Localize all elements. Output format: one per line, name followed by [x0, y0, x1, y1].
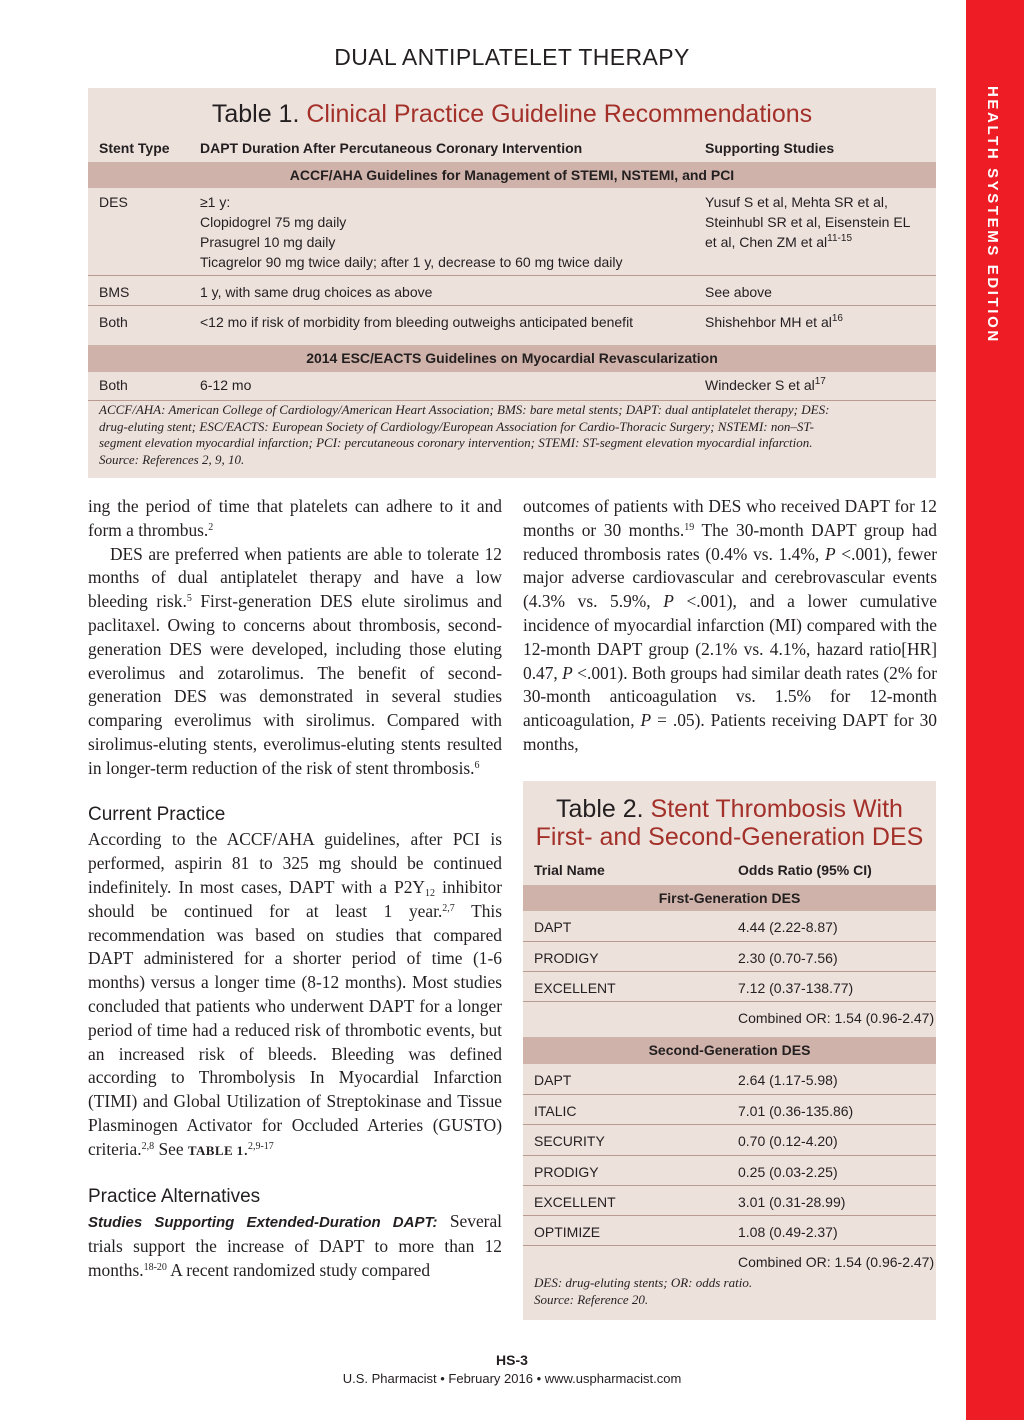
- text: According to the ACCF/AHA guidelines, after PCI is performed, aspirin 81 to 325 mg should be continued indefinitely. In most cases, DAPT with a P2Y: [88, 829, 502, 897]
- reference-superscript: 2,8: [141, 1140, 155, 1152]
- stent-type-cell: BMS: [99, 284, 130, 300]
- text: See: [154, 1138, 188, 1159]
- reference-superscript: 16: [831, 313, 843, 324]
- duration-cell: 1 y, with same drug choices as above: [200, 284, 433, 300]
- table-row: [523, 1155, 936, 1186]
- paragraph: [523, 495, 937, 757]
- text: .: [243, 1138, 248, 1159]
- table-row: [88, 275, 936, 306]
- edition-label: HEALTH SYSTEMS EDITION: [984, 86, 1001, 344]
- table-1-reference: TABLE 1: [187, 1142, 244, 1158]
- trial-name-cell: SECURITY: [534, 1133, 605, 1150]
- duration-cell: 6-12 mo: [200, 377, 252, 393]
- table-2: [523, 781, 936, 1320]
- trial-name-cell: DAPT: [534, 1072, 572, 1088]
- table-row: [88, 372, 936, 401]
- text: = .05). Patients receiving DAPT for 30 months,: [523, 710, 938, 754]
- left-text-column: [88, 495, 502, 1283]
- odds-ratio-cell: 1.08 (0.49-2.37): [738, 1224, 838, 1240]
- footnote-line: DES: drug-eluting stents; OR: odds ratio.: [534, 1275, 753, 1290]
- duration-line: ≥1 y:: [200, 194, 231, 210]
- table-2-number: Table 2.: [556, 795, 651, 823]
- section-band-accf-aha: ACCF/AHA Guidelines for Management of STEMI, NSTEMI, and PCI: [88, 162, 936, 188]
- column-header-trial-name: Trial Name: [534, 862, 605, 878]
- trial-name-cell: DAPT: [534, 919, 572, 935]
- odds-ratio-cell: 2.30 (0.70-7.56): [738, 950, 838, 966]
- column-header-stent-type: Stent Type: [99, 140, 170, 156]
- reference-superscript: 6: [474, 759, 480, 771]
- section-heading-current-practice: Current Practice: [88, 803, 226, 825]
- p-value-symbol: P: [640, 710, 652, 731]
- table-row: [523, 1001, 936, 1032]
- table-2-title: [523, 795, 936, 851]
- table-row: [523, 941, 936, 972]
- text: <.001), and a lower cumulative incidence of myocardial infarction (MI) compared with the 12-month DAPT group (2.1% vs. 4.1%, hazard ratio[HR] 0.47,: [523, 591, 937, 683]
- studies-cell: [705, 192, 910, 252]
- paragraph: [88, 543, 502, 781]
- text: inhibitor should be continued for at least 1 year.: [88, 876, 502, 921]
- duration-line: Clopidogrel 75 mg daily: [200, 214, 347, 230]
- reference-superscript: 2,7: [442, 902, 455, 914]
- paragraph: [88, 828, 502, 1162]
- table-row: [523, 1064, 936, 1094]
- footnote-line: drug-eluting stent; ESC/EACTS: European Society of Cardiology/European Association for Cardio-Thoracic Surgery; NSTEMI: non–ST-: [99, 418, 814, 434]
- odds-ratio-cell: 7.12 (0.37-138.77): [738, 980, 854, 996]
- trial-name-cell: PRODIGY: [534, 1163, 599, 1180]
- section-band-esc-eacts: 2014 ESC/EACTS Guidelines on Myocardial Revascularization: [88, 345, 936, 372]
- text: outcomes of patients with DES who received DAPT for 12 months or 30 months.: [523, 496, 937, 540]
- text: ing the period of time that platelets can adhere to it and form a thrombus.: [88, 496, 502, 540]
- p-value-symbol: P: [663, 591, 674, 612]
- odds-ratio-cell: 7.01 (0.36-135.86): [738, 1103, 854, 1120]
- duration-cell: <12 mo if risk of morbidity from bleeding outweighs anticipated benefit: [200, 314, 634, 330]
- table-1-number: Table 1.: [211, 100, 307, 128]
- table-row: [523, 971, 936, 1002]
- column-header-odds-ratio: Odds Ratio (95% CI): [738, 862, 872, 878]
- table-1-title: [88, 100, 936, 128]
- subheading: Studies Supporting Extended-Duration DAPT:: [88, 1214, 438, 1232]
- table-1: [88, 88, 936, 478]
- running-head: DUAL ANTIPLATELET THERAPY: [334, 44, 690, 70]
- odds-ratio-cell: 2.64 (1.17-5.98): [738, 1072, 838, 1088]
- reference-superscript: 2,9-17: [247, 1140, 274, 1152]
- studies-text: et al, Chen ZM et al: [705, 234, 828, 250]
- studies-line: [705, 232, 910, 252]
- table-row: [88, 305, 936, 344]
- trial-name-cell: PRODIGY: [534, 950, 599, 966]
- table-row: [523, 1094, 936, 1125]
- duration-line: Prasugrel 10 mg daily: [200, 234, 336, 250]
- text: The 30-month DAPT group had reduced thrombosis rates (0.4% vs. 1.4%,: [523, 519, 937, 564]
- reference-superscript: 19: [684, 521, 695, 533]
- text: First-generation DES elute sirolimus and paclitaxel. Owing to concerns about thrombosis, second-generation DES were developed, including those eluting everolimus and zotarolimus. The benefit of second-generation DES was demonstrated in several studies comparing everolimus with sirolimus. Compared with sirolimus-eluting stents, everolimus-eluting stents resulted in longer-term reduction of the risk of stent thrombosis.: [88, 591, 502, 778]
- stent-type-cell: Both: [99, 314, 128, 330]
- column-header-dapt-duration: DAPT Duration After Percutaneous Coronary Intervention: [200, 140, 583, 156]
- text: A recent randomized study compared: [166, 1259, 431, 1280]
- table-2-title-line: [523, 795, 936, 823]
- paragraph: [88, 495, 502, 543]
- publication-line: U.S. Pharmacist • February 2016 • www.uspharmacist.com: [342, 1371, 682, 1386]
- studies-line: Steinhubl SR et al, Eisenstein EL: [705, 214, 911, 230]
- footnote-line: Source: Reference 20.: [534, 1291, 649, 1307]
- column-header-supporting-studies: Supporting Studies: [705, 140, 835, 156]
- studies-text: Windecker S et al: [705, 377, 815, 393]
- table-row: [523, 1215, 936, 1246]
- footnote-line: Source: References 2, 9, 10.: [99, 451, 245, 467]
- footnote-line: ACCF/AHA: American College of Cardiology/American Heart Association; BMS: bare metal stents; DAPT: dual antiplatelet therapy; DES:: [99, 402, 830, 417]
- table-1-footnote: [99, 402, 929, 468]
- text: Several trials support the increase of DAPT to more than 12 months.: [88, 1211, 502, 1280]
- page-number: HS-3: [496, 1352, 528, 1368]
- text: DES are preferred when patients are able to tolerate 12 months of dual antiplatelet therapy and have a low bleeding risk.: [88, 543, 502, 612]
- table-row: [523, 911, 936, 941]
- right-text-column: [523, 495, 937, 757]
- paragraph: [88, 1210, 502, 1282]
- reference-superscript: 18-20: [143, 1261, 167, 1273]
- table-row: [523, 1185, 936, 1216]
- duration-line: Ticagrelor 90 mg twice daily; after 1 y, decrease to 60 mg twice daily: [200, 254, 623, 270]
- studies-cell: [705, 375, 826, 395]
- duration-cell: [200, 192, 623, 272]
- p-value-symbol: P: [562, 662, 573, 683]
- table-row: [523, 1245, 936, 1276]
- odds-ratio-cell: Combined OR: 1.54 (0.96-2.47): [738, 1010, 935, 1026]
- p-value-symbol: P: [824, 543, 836, 564]
- odds-ratio-cell: 0.25 (0.03-2.25): [738, 1163, 838, 1180]
- reference-superscript: 5: [186, 593, 192, 605]
- footnote-line: segment elevation myocardial infarction; PCI: percutaneous coronary intervention; STEMI: ST-segment elevation myocardial infarction.: [99, 435, 813, 450]
- odds-ratio-cell: Combined OR: 1.54 (0.96-2.47): [738, 1254, 935, 1271]
- studies-text: Shishehbor MH et al: [705, 314, 832, 330]
- text: <.001). Both groups had similar death rates (2% for 30-month anticoagulation vs. 1.5% for 12-month anticoagulation,: [523, 662, 937, 731]
- table-row: [523, 1124, 936, 1155]
- section-band-first-generation: First-Generation DES: [523, 885, 936, 911]
- studies-cell: [705, 312, 843, 332]
- table-1-caption: Clinical Practice Guideline Recommendations: [306, 100, 813, 128]
- stent-type-cell: DES: [99, 194, 128, 210]
- odds-ratio-cell: 0.70 (0.12-4.20): [738, 1133, 838, 1150]
- subscript: 12: [425, 887, 435, 899]
- trial-name-cell: ITALIC: [534, 1103, 577, 1120]
- table-2-footnote: [534, 1275, 924, 1308]
- reference-superscript: 2: [208, 521, 214, 533]
- reference-superscript: 17: [814, 376, 826, 387]
- text: <.001), fewer major adverse cardiovascular and cerebrovascular events (4.3% vs. 5.9%,: [523, 543, 937, 612]
- stent-type-cell: Both: [99, 377, 128, 393]
- studies-line: Yusuf S et al, Mehta SR et al,: [705, 194, 888, 210]
- table-2-caption: First- and Second-Generation DES: [535, 823, 924, 851]
- edition-sidebar: [966, 0, 1024, 1420]
- trial-name-cell: EXCELLENT: [534, 1193, 616, 1210]
- trial-name-cell: EXCELLENT: [534, 980, 616, 996]
- section-heading-practice-alternatives: Practice Alternatives: [88, 1185, 261, 1207]
- odds-ratio-cell: 4.44 (2.22-8.87): [738, 919, 838, 935]
- trial-name-cell: OPTIMIZE: [534, 1224, 601, 1240]
- table-2-caption: Stent Thrombosis With: [650, 795, 903, 823]
- table-row: [88, 188, 936, 274]
- section-band-second-generation: Second-Generation DES: [523, 1037, 936, 1064]
- odds-ratio-cell: 3.01 (0.31-28.99): [738, 1193, 846, 1210]
- studies-cell: See above: [705, 284, 772, 300]
- text: This recommendation was based on studies that compared DAPT administered for a shorter period of time (1-6 months) versus a longer time (8-12 months). Most studies concluded that patients who underwent DAPT for a longer period of time had a reduced risk of thrombotic events, but an increased risk of bleeds. Bleeding was defined according to Thrombolysis In Myocardial Infarction (TIMI) and Global Utilization of Streptokinase and Tissue Plasminogen Activator for Occluded Arteries (GUSTO) criteria.: [88, 900, 503, 1159]
- reference-superscript: 11-15: [827, 233, 853, 244]
